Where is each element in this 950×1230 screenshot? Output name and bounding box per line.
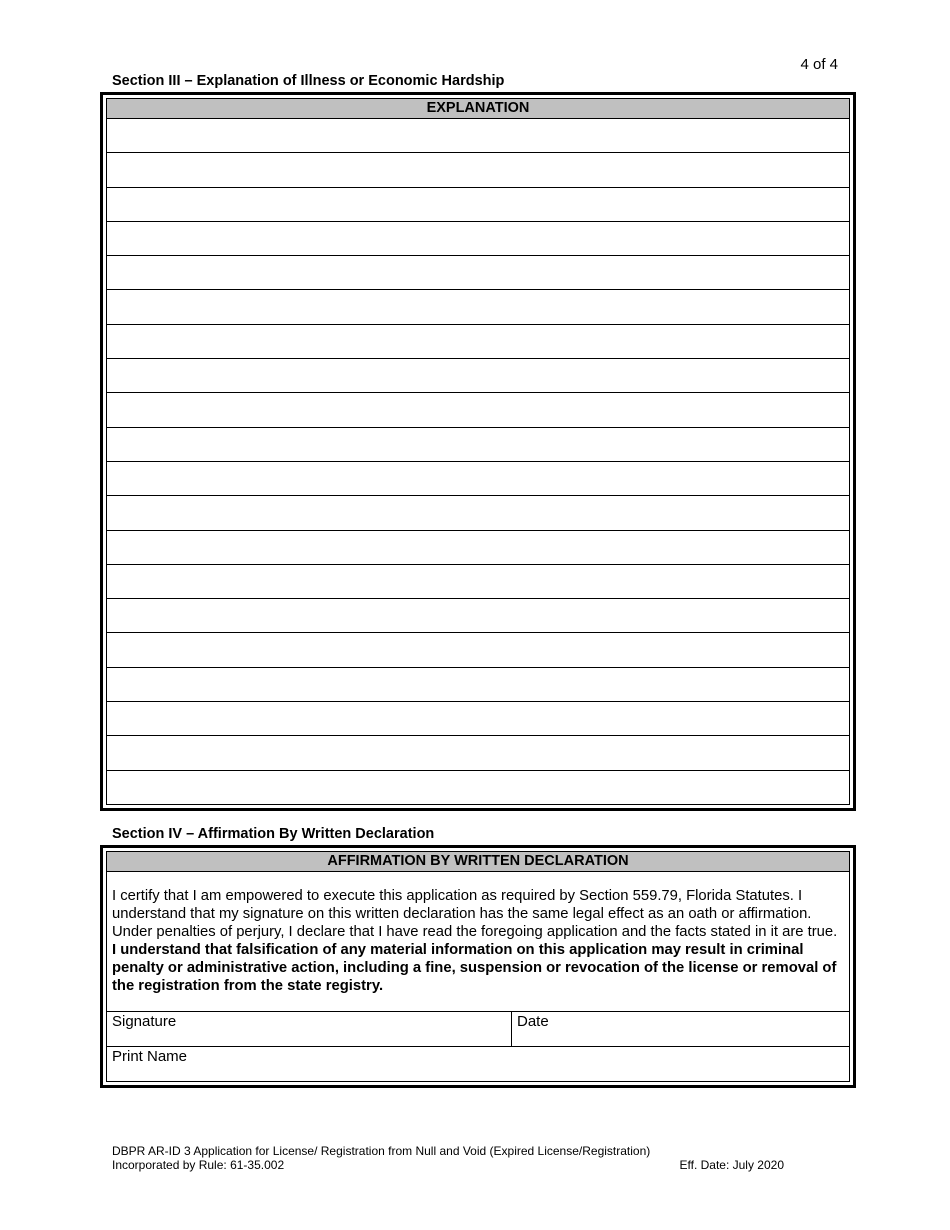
affirmation-header: AFFIRMATION BY WRITTEN DECLARATION xyxy=(107,852,849,872)
explanation-line[interactable] xyxy=(107,565,849,599)
explanation-line[interactable] xyxy=(107,462,849,496)
explanation-lines xyxy=(107,119,849,804)
section-4-title: Section IV – Affirmation By Written Declaration xyxy=(112,826,435,842)
affirmation-table xyxy=(100,845,856,1088)
section-3-title: Section III – Explanation of Illness or Economic Hardship xyxy=(112,73,505,89)
explanation-line[interactable] xyxy=(107,633,849,667)
explanation-line[interactable] xyxy=(107,359,849,393)
affirmation-text-plain: I certify that I am empowered to execute this application as required by Section 559.79, Florida Statutes. I understand that my signature on this written declaration has the same legal effect as an oath or affirmation. Under penalties of perjury, I declare that I have read the foregoing application and the facts stated in it are true. xyxy=(112,888,838,940)
explanation-table xyxy=(100,92,856,811)
explanation-line[interactable] xyxy=(107,153,849,187)
explanation-header: EXPLANATION xyxy=(107,99,849,119)
explanation-line[interactable] xyxy=(107,496,849,530)
explanation-line[interactable] xyxy=(107,256,849,290)
page-number: 4 of 4 xyxy=(800,56,838,73)
explanation-line[interactable] xyxy=(107,531,849,565)
explanation-line[interactable] xyxy=(107,188,849,222)
footer xyxy=(112,1144,784,1172)
explanation-line[interactable] xyxy=(107,119,849,153)
print-name-label: Print Name xyxy=(112,1048,188,1065)
date-field[interactable] xyxy=(512,1012,849,1046)
footer-eff-date: Eff. Date: July 2020 xyxy=(679,1158,784,1172)
explanation-line[interactable] xyxy=(107,668,849,702)
signature-label: Signature xyxy=(112,1013,177,1030)
affirmation-text xyxy=(107,872,849,1012)
explanation-line[interactable] xyxy=(107,428,849,462)
affirmation-text-bold: I understand that falsification of any material information on this application may result in criminal penalty or administrative action, including a fine, suspension or revocation of the license or removal of the registration from the state registry. xyxy=(112,942,837,994)
explanation-line[interactable] xyxy=(107,222,849,256)
explanation-line[interactable] xyxy=(107,325,849,359)
footer-rule: Incorporated by Rule: 61-35.002 xyxy=(112,1158,285,1172)
explanation-line[interactable] xyxy=(107,702,849,736)
print-name-field[interactable] xyxy=(107,1047,849,1081)
explanation-line[interactable] xyxy=(107,736,849,770)
explanation-line[interactable] xyxy=(107,599,849,633)
footer-form-title: DBPR AR-ID 3 Application for License/ Registration from Null and Void (Expired License/Registration) xyxy=(112,1144,651,1158)
signature-field[interactable] xyxy=(107,1012,512,1046)
date-label: Date xyxy=(517,1013,549,1030)
explanation-line[interactable] xyxy=(107,393,849,427)
explanation-line[interactable] xyxy=(107,771,849,804)
explanation-line[interactable] xyxy=(107,290,849,324)
signature-row xyxy=(107,1012,849,1047)
